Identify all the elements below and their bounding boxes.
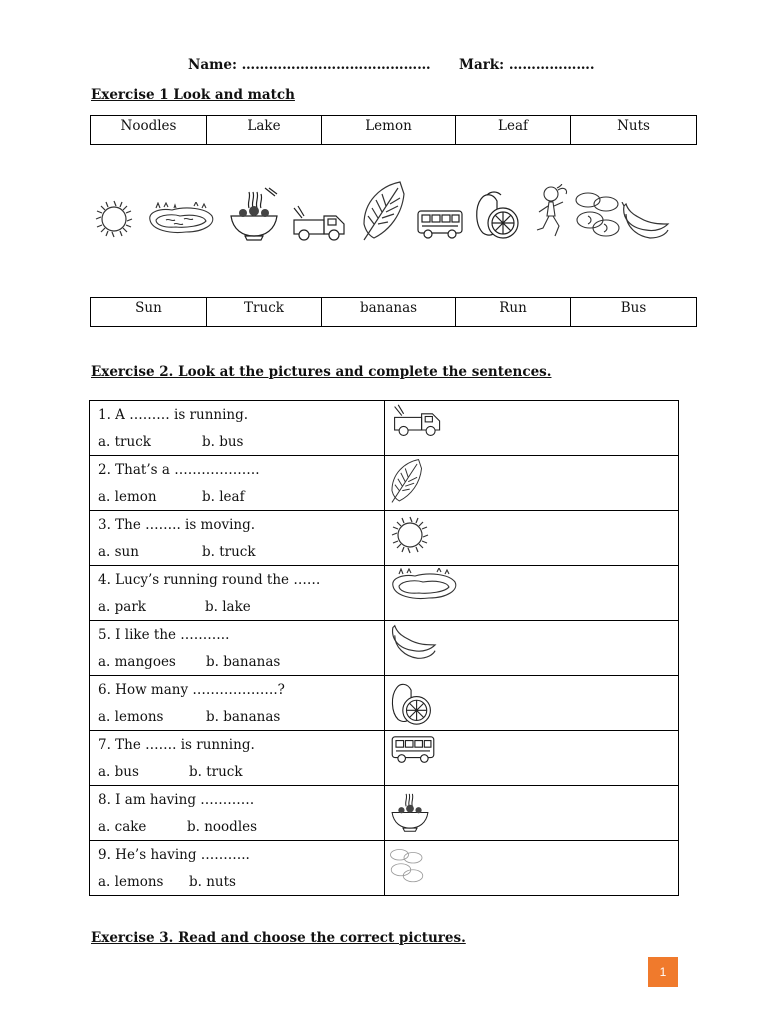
question-text: 7. The ……. is running. (98, 737, 255, 753)
question-text: 2. That’s a ………………. (98, 462, 260, 478)
option-b[interactable]: b. truck (189, 763, 243, 780)
exercise2-row (90, 401, 679, 456)
lemon-icon (389, 678, 435, 728)
answer-options (98, 759, 384, 786)
bus-icon (416, 207, 464, 243)
option-a[interactable]: a. sun (98, 543, 139, 560)
exercise2-row (90, 566, 679, 621)
bananas-icon (389, 623, 437, 663)
word-cell: Sun (91, 298, 207, 327)
option-a[interactable]: a. mangoes (98, 653, 176, 670)
word-cell: bananas (322, 298, 456, 327)
question-text: 1. A ……… is running. (98, 407, 249, 423)
answer-options (98, 484, 384, 511)
noodles-icon (389, 788, 431, 834)
nuts-icon (389, 843, 425, 889)
option-a[interactable]: a. lemons (98, 873, 164, 890)
running-girl-icon (533, 184, 573, 242)
exercise2-row (90, 621, 679, 676)
picture-cell (385, 841, 679, 896)
picture-cell (385, 401, 679, 456)
picture-cell (385, 621, 679, 676)
option-b[interactable]: b. bananas (206, 708, 281, 725)
picture-cell (385, 676, 679, 731)
word-cell: Noodles (91, 116, 207, 145)
question-text: 5. I like the ……….. (98, 627, 230, 643)
word-cell: Nuts (571, 116, 697, 145)
picture-cell (385, 731, 679, 786)
noodles-icon (227, 186, 281, 242)
exercise2-row (90, 786, 679, 841)
picture-cell (385, 456, 679, 511)
option-b[interactable]: b. truck (202, 543, 256, 560)
option-a[interactable]: a. truck (98, 433, 151, 450)
exercise2-title: Exercise 2. Look at the pictures and complete the sentences. (91, 364, 552, 380)
question-cell (90, 731, 385, 786)
answer-options (98, 814, 384, 841)
word-cell: Run (456, 298, 571, 327)
question-text: 4. Lucy’s running round the …… (98, 572, 321, 588)
truck-icon (389, 403, 447, 439)
bananas-icon (620, 202, 670, 242)
picture-cell (385, 786, 679, 841)
option-b[interactable]: b. noodles (187, 818, 258, 835)
picture-cell (385, 566, 679, 621)
option-a[interactable]: a. park (98, 598, 146, 615)
word-cell: Lake (207, 116, 322, 145)
option-a[interactable]: a. cake (98, 818, 147, 835)
mark-field-label: Mark: ………………. (459, 57, 595, 73)
lake-icon (146, 202, 216, 238)
question-cell (90, 456, 385, 511)
question-text: 3. The …….. is moving. (98, 517, 256, 533)
option-a[interactable]: a. lemon (98, 488, 157, 505)
exercise2-table (89, 400, 679, 896)
question-cell (90, 676, 385, 731)
question-cell (90, 621, 385, 676)
word-cell: Bus (571, 298, 697, 327)
leaf-icon (389, 458, 423, 504)
exercise1-title: Exercise 1 Look and match (91, 87, 295, 103)
question-cell (90, 511, 385, 566)
sun-icon (93, 197, 135, 241)
word-cell: Lemon (322, 116, 456, 145)
page-number: 1 (648, 957, 678, 987)
exercise2-row (90, 511, 679, 566)
truck-icon (290, 204, 350, 244)
word-cell: Leaf (456, 116, 571, 145)
name-field-label: Name: …………………………………… (188, 57, 431, 73)
exercise2-row (90, 731, 679, 786)
question-cell (90, 786, 385, 841)
option-b[interactable]: b. nuts (189, 873, 236, 890)
question-text: 9. He’s having ……….. (98, 847, 250, 863)
option-b[interactable]: b. leaf (202, 488, 245, 505)
question-cell (90, 566, 385, 621)
lemon-icon (473, 189, 523, 241)
exercise1-picture-strip (90, 180, 680, 246)
exercise2-row (90, 456, 679, 511)
exercise1-top-word-table (90, 115, 697, 145)
nuts-icon (574, 188, 622, 242)
lake-icon (389, 568, 459, 604)
question-text: 6. How many ……………….? (98, 682, 285, 698)
answer-options (98, 429, 384, 456)
exercise3-title: Exercise 3. Read and choose the correct pictures. (91, 930, 466, 946)
answer-options (98, 869, 384, 896)
exercise2-row (90, 841, 679, 896)
sun-icon (389, 513, 431, 557)
bus-icon (389, 733, 437, 767)
exercise2-row (90, 676, 679, 731)
option-b[interactable]: b. bus (202, 433, 244, 450)
word-cell: Truck (207, 298, 322, 327)
answer-options (98, 649, 384, 676)
answer-options (98, 704, 384, 731)
question-text: 8. I am having ………… (98, 792, 255, 808)
option-a[interactable]: a. lemons (98, 708, 164, 725)
question-cell (90, 401, 385, 456)
option-a[interactable]: a. bus (98, 763, 139, 780)
option-b[interactable]: b. bananas (206, 653, 281, 670)
picture-cell (385, 511, 679, 566)
option-b[interactable]: b. lake (205, 598, 251, 615)
answer-options (98, 594, 384, 621)
answer-options (98, 539, 384, 566)
exercise1-bottom-word-table (90, 297, 697, 327)
question-cell (90, 841, 385, 896)
leaf-icon (360, 180, 406, 242)
